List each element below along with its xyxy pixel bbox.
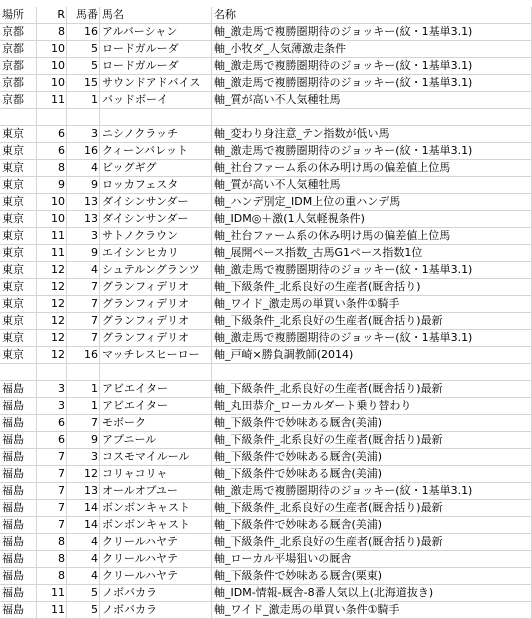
- race-cell[interactable]: 12: [37, 296, 67, 313]
- table-row: [0, 585, 532, 602]
- venue-cell[interactable]: 東京: [0, 330, 37, 347]
- table-row: [0, 228, 532, 245]
- label-cell[interactable]: 軸_社台ファーム系の休み明け馬の偏差値上位馬: [212, 228, 532, 245]
- venue-cell[interactable]: 福島: [0, 602, 37, 619]
- label-cell[interactable]: 軸_ハンデ別定_IDM上位の重ハンデ馬: [212, 194, 532, 211]
- table-row: [0, 534, 532, 551]
- column-header[interactable]: 馬名: [100, 7, 212, 24]
- table-row: [0, 211, 532, 228]
- horse-name-cell[interactable]: グランフィデリオ: [100, 279, 212, 296]
- header-row: [0, 7, 532, 24]
- race-cell[interactable]: 12: [37, 313, 67, 330]
- venue-cell[interactable]: 福島: [0, 585, 37, 602]
- label-cell[interactable]: 軸_展開ペース指数_古馬G1ペース指数1位: [212, 245, 532, 262]
- table-row: [0, 432, 532, 449]
- label-cell[interactable]: 軸_下級条件_北系良好の生産者(厩舎括り)最新: [212, 381, 532, 398]
- race-cell[interactable]: 10: [37, 194, 67, 211]
- table-row: [0, 177, 532, 194]
- table-row: [0, 398, 532, 415]
- horse-number-cell[interactable]: 3: [67, 126, 100, 143]
- venue-cell[interactable]: 京都: [0, 24, 37, 41]
- horse-name-cell[interactable]: ロードガルーダ: [100, 58, 212, 75]
- race-cell[interactable]: 11: [37, 245, 67, 262]
- horse-name-cell[interactable]: アビエイター: [100, 381, 212, 398]
- race-cell[interactable]: [37, 109, 67, 126]
- horse-name-cell[interactable]: グランフィデリオ: [100, 296, 212, 313]
- race-cell[interactable]: 8: [37, 24, 67, 41]
- horse-number-cell[interactable]: 7: [67, 415, 100, 432]
- horse-name-cell[interactable]: クリールハヤテ: [100, 568, 212, 585]
- table-row: [0, 330, 532, 347]
- race-cell[interactable]: 6: [37, 143, 67, 160]
- label-cell[interactable]: 軸_戸崎×勝負調教師(2014): [212, 347, 532, 364]
- label-cell[interactable]: 軸_激走馬で複勝圏期待のジョッキー(紋・1基単3.1): [212, 24, 532, 41]
- table-row: [0, 279, 532, 296]
- horse-number-cell[interactable]: 7: [67, 313, 100, 330]
- horse-number-cell[interactable]: 5: [67, 58, 100, 75]
- table-row: [0, 381, 532, 398]
- horse-name-cell[interactable]: アプニール: [100, 432, 212, 449]
- table-row: [0, 109, 532, 126]
- horse-name-cell[interactable]: ノボバカラ: [100, 602, 212, 619]
- table-row: [0, 551, 532, 568]
- horse-number-cell[interactable]: 9: [67, 177, 100, 194]
- horse-number-cell[interactable]: 5: [67, 602, 100, 619]
- venue-cell[interactable]: [0, 364, 37, 381]
- race-cell[interactable]: 6: [37, 432, 67, 449]
- horse-number-cell[interactable]: 5: [67, 41, 100, 58]
- label-cell[interactable]: 軸_下級条件_北系良好の生産者(厩舎括り)最新: [212, 500, 532, 517]
- venue-cell[interactable]: 福島: [0, 398, 37, 415]
- horse-number-cell[interactable]: 13: [67, 211, 100, 228]
- horse-number-cell[interactable]: 14: [67, 500, 100, 517]
- label-cell[interactable]: 軸_激走馬で複勝圏期待のジョッキー(紋・1基単3.1): [212, 143, 532, 160]
- horse-name-cell[interactable]: ロードガルーダ: [100, 41, 212, 58]
- table-row: [0, 92, 532, 109]
- horse-number-cell[interactable]: 13: [67, 194, 100, 211]
- label-cell[interactable]: 軸_下級条件で妙味ある厩舎(美浦): [212, 517, 532, 534]
- venue-cell[interactable]: 東京: [0, 228, 37, 245]
- label-cell[interactable]: 軸_IDM◎＋激(1人気軽視条件): [212, 211, 532, 228]
- venue-cell[interactable]: 京都: [0, 41, 37, 58]
- column-header[interactable]: 馬番: [67, 7, 100, 24]
- label-cell[interactable]: 軸_下級条件_北系良好の生産者(厩舎括り): [212, 279, 532, 296]
- horse-name-cell[interactable]: ロッカフェスタ: [100, 177, 212, 194]
- venue-cell[interactable]: 福島: [0, 534, 37, 551]
- table-row: [0, 347, 532, 364]
- horse-name-cell[interactable]: ビッグギグ: [100, 160, 212, 177]
- horse-number-cell[interactable]: 4: [67, 534, 100, 551]
- venue-cell[interactable]: 福島: [0, 500, 37, 517]
- horse-number-cell[interactable]: 16: [67, 24, 100, 41]
- horse-name-cell[interactable]: エイシンヒカリ: [100, 245, 212, 262]
- table-row: [0, 41, 532, 58]
- column-header[interactable]: 場所: [0, 7, 37, 24]
- horse-name-cell[interactable]: コリャコリャ: [100, 466, 212, 483]
- horse-name-cell[interactable]: ニシノクラッチ: [100, 126, 212, 143]
- table-row: [0, 568, 532, 585]
- label-cell[interactable]: [212, 109, 532, 126]
- venue-cell[interactable]: 福島: [0, 551, 37, 568]
- label-cell[interactable]: [212, 364, 532, 381]
- horse-number-cell[interactable]: 4: [67, 160, 100, 177]
- label-cell[interactable]: 軸_小牧ダ_人気薄激走条件: [212, 41, 532, 58]
- venue-cell[interactable]: 東京: [0, 194, 37, 211]
- race-cell[interactable]: 7: [37, 500, 67, 517]
- horse-number-cell[interactable]: 14: [67, 517, 100, 534]
- horse-name-cell[interactable]: モボーク: [100, 415, 212, 432]
- venue-cell[interactable]: 福島: [0, 483, 37, 500]
- horse-name-cell[interactable]: ダイシンサンダー: [100, 194, 212, 211]
- race-cell[interactable]: 11: [37, 92, 67, 109]
- horse-name-cell[interactable]: オールオブユー: [100, 483, 212, 500]
- column-header[interactable]: 名称: [212, 7, 532, 24]
- venue-cell[interactable]: 東京: [0, 245, 37, 262]
- race-cell[interactable]: 3: [37, 398, 67, 415]
- venue-cell[interactable]: 東京: [0, 177, 37, 194]
- label-cell[interactable]: 軸_丸田恭介_ローカルダート乗り替わり: [212, 398, 532, 415]
- venue-cell[interactable]: 福島: [0, 568, 37, 585]
- horse-name-cell[interactable]: クリールハヤテ: [100, 551, 212, 568]
- race-cell[interactable]: 7: [37, 483, 67, 500]
- table-row: [0, 262, 532, 279]
- horse-number-cell[interactable]: 7: [67, 296, 100, 313]
- venue-cell[interactable]: 東京: [0, 313, 37, 330]
- table-row: [0, 466, 532, 483]
- table-row: [0, 449, 532, 466]
- horse-name-cell[interactable]: アルバーシャン: [100, 24, 212, 41]
- horse-number-cell[interactable]: 1: [67, 92, 100, 109]
- horse-name-cell[interactable]: クリールハヤテ: [100, 534, 212, 551]
- label-cell[interactable]: 軸_下級条件_北系良好の生産者(厩舎括り)最新: [212, 432, 532, 449]
- table-row: [0, 364, 532, 381]
- horse-number-cell[interactable]: 4: [67, 568, 100, 585]
- label-cell[interactable]: 軸_質が高い不人気種牡馬: [212, 177, 532, 194]
- label-cell[interactable]: 軸_下級条件で妙味ある厩舎(美浦): [212, 415, 532, 432]
- venue-cell[interactable]: 東京: [0, 296, 37, 313]
- venue-cell[interactable]: 福島: [0, 432, 37, 449]
- label-cell[interactable]: 軸_下級条件で妙味ある厩舎(栗東): [212, 568, 532, 585]
- label-cell[interactable]: 軸_社台ファーム系の休み明け馬の偏差値上位馬: [212, 160, 532, 177]
- venue-cell[interactable]: 東京: [0, 347, 37, 364]
- label-cell[interactable]: 軸_激走馬で複勝圏期待のジョッキー(紋・1基単3.1): [212, 58, 532, 75]
- horse-name-cell[interactable]: コスモマイルール: [100, 449, 212, 466]
- horse-number-cell[interactable]: 5: [67, 585, 100, 602]
- race-cell[interactable]: 10: [37, 41, 67, 58]
- horse-name-cell[interactable]: ノボバカラ: [100, 585, 212, 602]
- race-cell[interactable]: 11: [37, 228, 67, 245]
- label-cell[interactable]: 軸_下級条件で妙味ある厩舎(美浦): [212, 449, 532, 466]
- race-cell[interactable]: 8: [37, 160, 67, 177]
- race-cell[interactable]: 7: [37, 466, 67, 483]
- horse-number-cell[interactable]: 9: [67, 432, 100, 449]
- race-cell[interactable]: 7: [37, 517, 67, 534]
- horse-number-cell[interactable]: 7: [67, 330, 100, 347]
- horse-name-cell[interactable]: バッドボーイ: [100, 92, 212, 109]
- race-cell[interactable]: 6: [37, 415, 67, 432]
- race-cell[interactable]: 9: [37, 177, 67, 194]
- horse-name-cell[interactable]: [100, 364, 212, 381]
- label-cell[interactable]: 軸_ローカル平場狙いの厩舎: [212, 551, 532, 568]
- label-cell[interactable]: 軸_激走馬で複勝圏期待のジョッキー(紋・1基単3.1): [212, 483, 532, 500]
- venue-cell[interactable]: 京都: [0, 75, 37, 92]
- horse-name-cell[interactable]: グランフィデリオ: [100, 330, 212, 347]
- horse-number-cell[interactable]: [67, 109, 100, 126]
- table-row: [0, 296, 532, 313]
- label-cell[interactable]: 軸_変わり身注意_テン指数が低い馬: [212, 126, 532, 143]
- horse-number-cell[interactable]: 3: [67, 449, 100, 466]
- table-row: [0, 313, 532, 330]
- race-cell[interactable]: 12: [37, 262, 67, 279]
- label-cell[interactable]: 軸_下級条件_北系良好の生産者(厩舎括り)最新: [212, 313, 532, 330]
- venue-cell[interactable]: 福島: [0, 517, 37, 534]
- horse-number-cell[interactable]: 16: [67, 347, 100, 364]
- venue-cell[interactable]: 福島: [0, 415, 37, 432]
- horse-name-cell[interactable]: ボンボンキャスト: [100, 517, 212, 534]
- venue-cell[interactable]: 福島: [0, 449, 37, 466]
- table-row: [0, 500, 532, 517]
- table-row: [0, 415, 532, 432]
- race-cell[interactable]: 10: [37, 211, 67, 228]
- race-cell[interactable]: 12: [37, 330, 67, 347]
- horse-number-cell[interactable]: 16: [67, 143, 100, 160]
- race-cell[interactable]: 8: [37, 534, 67, 551]
- venue-cell[interactable]: 東京: [0, 279, 37, 296]
- table-row: [0, 517, 532, 534]
- horse-name-cell[interactable]: ダイシンサンダー: [100, 211, 212, 228]
- horse-number-cell[interactable]: 13: [67, 483, 100, 500]
- horse-number-cell[interactable]: 9: [67, 245, 100, 262]
- label-cell[interactable]: 軸_下級条件で妙味ある厩舎(美浦): [212, 466, 532, 483]
- table-row: [0, 75, 532, 92]
- horse-number-cell[interactable]: 1: [67, 381, 100, 398]
- venue-cell[interactable]: 東京: [0, 160, 37, 177]
- table-row: [0, 194, 532, 211]
- race-cell[interactable]: 7: [37, 449, 67, 466]
- label-cell[interactable]: 軸_激走馬で複勝圏期待のジョッキー(紋・1基単3.1): [212, 330, 532, 347]
- race-cell[interactable]: 8: [37, 568, 67, 585]
- horse-number-cell[interactable]: 4: [67, 551, 100, 568]
- horse-number-cell[interactable]: 4: [67, 262, 100, 279]
- race-cell[interactable]: 10: [37, 58, 67, 75]
- venue-cell[interactable]: 福島: [0, 381, 37, 398]
- venue-cell[interactable]: 京都: [0, 92, 37, 109]
- venue-cell[interactable]: 京都: [0, 58, 37, 75]
- horse-number-cell[interactable]: 3: [67, 228, 100, 245]
- race-cell[interactable]: 6: [37, 126, 67, 143]
- label-cell[interactable]: 軸_ワイド_激走馬の単買い条件①騎手: [212, 602, 532, 619]
- table-row: [0, 602, 532, 619]
- label-cell[interactable]: 軸_激走馬で複勝圏期待のジョッキー(紋・1基単3.1): [212, 262, 532, 279]
- horse-name-cell[interactable]: ボンボンキャスト: [100, 500, 212, 517]
- table-row: [0, 245, 532, 262]
- horse-number-cell[interactable]: 15: [67, 75, 100, 92]
- horse-name-cell[interactable]: アビエイター: [100, 398, 212, 415]
- race-cell[interactable]: 10: [37, 75, 67, 92]
- horse-name-cell[interactable]: [100, 109, 212, 126]
- table-row: [0, 483, 532, 500]
- horse-number-cell[interactable]: [67, 364, 100, 381]
- horse-name-cell[interactable]: グランフィデリオ: [100, 313, 212, 330]
- race-cell[interactable]: 3: [37, 381, 67, 398]
- venue-cell[interactable]: 福島: [0, 466, 37, 483]
- label-cell[interactable]: 軸_ワイド_激走馬の単買い条件①騎手: [212, 296, 532, 313]
- horse-name-cell[interactable]: サトノクラウン: [100, 228, 212, 245]
- label-cell[interactable]: 軸_質が高い不人気種牡馬: [212, 92, 532, 109]
- venue-cell[interactable]: [0, 109, 37, 126]
- race-cell[interactable]: 8: [37, 551, 67, 568]
- horse-name-cell[interactable]: マッチレスヒーロー: [100, 347, 212, 364]
- venue-cell[interactable]: 東京: [0, 262, 37, 279]
- horse-number-cell[interactable]: 7: [67, 279, 100, 296]
- label-cell[interactable]: 軸_IDM-情報-厩舎-8番人気以上(北海道抜き): [212, 585, 532, 602]
- venue-cell[interactable]: 東京: [0, 211, 37, 228]
- table-row: [0, 24, 532, 41]
- horse-name-cell[interactable]: サウンドアドバイス: [100, 75, 212, 92]
- race-cell[interactable]: 11: [37, 585, 67, 602]
- race-cell[interactable]: 12: [37, 279, 67, 296]
- column-header[interactable]: R: [37, 7, 67, 24]
- label-cell[interactable]: 軸_激走馬で複勝圏期待のジョッキー(紋・1基単3.1): [212, 75, 532, 92]
- table-row: [0, 160, 532, 177]
- table-row: [0, 58, 532, 75]
- race-cell[interactable]: [37, 364, 67, 381]
- venue-cell[interactable]: 東京: [0, 126, 37, 143]
- venue-cell[interactable]: 東京: [0, 143, 37, 160]
- race-cell[interactable]: 12: [37, 347, 67, 364]
- horse-name-cell[interactable]: クィーンバレット: [100, 143, 212, 160]
- table-row: [0, 143, 532, 160]
- table-row: [0, 126, 532, 143]
- horse-name-cell[interactable]: シュテルングランツ: [100, 262, 212, 279]
- label-cell[interactable]: 軸_下級条件_北系良好の生産者(厩舎括り)最新: [212, 534, 532, 551]
- race-cell[interactable]: 11: [37, 602, 67, 619]
- horse-number-cell[interactable]: 1: [67, 398, 100, 415]
- horse-number-cell[interactable]: 12: [67, 466, 100, 483]
